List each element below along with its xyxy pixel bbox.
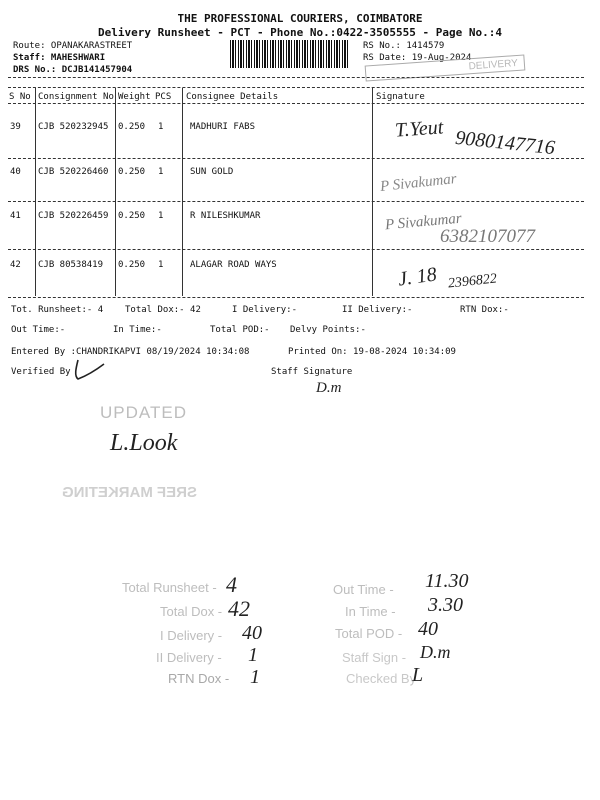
col-header-consignee: Consignee Details <box>186 92 279 102</box>
col-header-consignment: Consignment No <box>38 92 114 102</box>
handwritten-phone: 2396822 <box>447 271 498 292</box>
divider <box>8 77 584 78</box>
row-sno: 41 <box>10 211 21 221</box>
out-time: Out Time:- <box>11 325 66 335</box>
document-title: THE PROFESSIONAL COURIERS, COIMBATORE <box>177 12 423 25</box>
verified-by-signature <box>72 358 106 382</box>
summary-label: II Delivery - <box>156 650 222 665</box>
divider <box>8 103 584 104</box>
summary-value: 1 <box>250 666 260 688</box>
row-sno: 42 <box>10 260 21 270</box>
summary-value: 4 <box>226 572 237 597</box>
summary-label: RTN Dox - <box>168 671 230 686</box>
column-separator <box>115 88 116 296</box>
handwritten-phone: 9080147716 <box>454 126 556 160</box>
row-weight: 0.250 <box>118 122 146 132</box>
row-sno: 39 <box>10 122 21 132</box>
summary-value: 42 <box>228 596 250 621</box>
rs-number: RS No.: 1414579 <box>363 41 445 51</box>
summary-label: Total Runsheet - <box>122 580 217 595</box>
row-pcs: 1 <box>158 122 164 132</box>
row-pcs: 1 <box>158 211 164 221</box>
row-pcs: 1 <box>158 167 164 177</box>
summary-label: I Delivery - <box>160 628 223 643</box>
divider <box>8 87 584 88</box>
in-time: In Time:- <box>113 325 162 335</box>
row-consignee: SUN GOLD <box>190 167 234 177</box>
summary-value: 3.30 <box>428 594 463 616</box>
handwritten-signature: T.Yeut <box>394 116 445 142</box>
summary-label: Checked By <box>346 671 417 686</box>
summary-label: Out Time - <box>333 582 394 597</box>
divider <box>8 201 584 202</box>
divider <box>8 158 584 159</box>
summary-value: 1 <box>248 644 258 666</box>
row-consignment-no: CJB 80538419 <box>38 260 104 270</box>
staff-signature-label: Staff Signature <box>271 367 353 377</box>
row-sno: 40 <box>10 167 21 177</box>
summary-label: Staff Sign - <box>342 650 407 665</box>
staff-handwritten-signature: D.m <box>316 380 342 396</box>
column-separator <box>182 88 183 296</box>
row-consignment-no: CJB 520232945 <box>38 122 109 132</box>
handwritten-signature: P Sivakumar <box>384 210 463 234</box>
printed-on: Printed On: 19-08-2024 10:34:09 <box>288 347 456 357</box>
runsheet-subtitle: Delivery Runsheet - PCT - Phone No.:0422-3505555 - Page No.:4 <box>98 26 502 39</box>
tot-runsheet: Tot. Runsheet:- 4 <box>11 305 104 315</box>
summary-label: Total Dox - <box>160 604 223 619</box>
col-header-signature: Signature <box>376 92 425 102</box>
divider <box>8 249 584 250</box>
handwritten-signature: P Sivakumar <box>379 171 458 195</box>
row-consignment-no: CJB 520226460 <box>38 167 109 177</box>
bleed-through-stamp: SREF MARKETING <box>62 484 197 501</box>
divider <box>8 297 584 298</box>
i-delivery: I Delivery:- <box>232 305 298 315</box>
column-separator <box>372 88 373 296</box>
summary-value: D.m <box>420 642 451 662</box>
col-header-pcs: PCS <box>155 92 172 102</box>
summary-value: 40 <box>242 622 262 644</box>
delivery-stamp: DELIVERY <box>365 54 526 81</box>
summary-value: 40 <box>418 618 438 640</box>
rtn-dox: RTN Dox:- <box>460 305 509 315</box>
column-separator <box>35 88 36 296</box>
handwritten-phone: 6382107077 <box>440 226 535 247</box>
row-weight: 0.250 <box>118 167 146 177</box>
total-pod: Total POD:- <box>210 325 270 335</box>
row-weight: 0.250 <box>118 260 146 270</box>
rs-date: RS Date: 19-Aug-2024 <box>363 53 472 63</box>
total-dox: Total Dox:- 42 <box>125 305 201 315</box>
entered-by: Entered By :CHANDRIKAPVI 08/19/2024 10:34:08 <box>11 347 250 357</box>
summary-value: 11.30 <box>425 570 469 592</box>
summary-label: In Time - <box>345 604 396 619</box>
ii-delivery: II Delivery:- <box>342 305 413 315</box>
updated-stamp: UPDATED <box>100 403 187 422</box>
summary-label: Total POD - <box>335 626 403 641</box>
col-header-weight: Weight <box>118 92 151 102</box>
handwritten-signature: J. 18 <box>396 263 439 291</box>
row-consignment-no: CJB 520226459 <box>38 211 109 221</box>
route-label: Route: OPANAKARASTREET <box>13 41 133 51</box>
delvy-points: Delvy Points:- <box>290 325 366 335</box>
drs-number: DRS No.: DCJB141457904 <box>13 65 133 75</box>
row-weight: 0.250 <box>118 211 146 221</box>
staff-label: Staff: MAHESHWARI <box>13 53 106 63</box>
barcode <box>230 40 350 68</box>
summary-value: L <box>412 664 424 686</box>
row-consignee: ALAGAR ROAD WAYS <box>190 260 277 270</box>
row-consignee: R NILESHKUMAR <box>190 211 261 221</box>
row-consignee: MADHURI FABS <box>190 122 256 132</box>
updated-signature: L.Look <box>110 430 178 456</box>
col-header-sno: S No <box>9 92 31 102</box>
row-pcs: 1 <box>158 260 164 270</box>
verified-by-label: Verified By <box>11 367 71 377</box>
